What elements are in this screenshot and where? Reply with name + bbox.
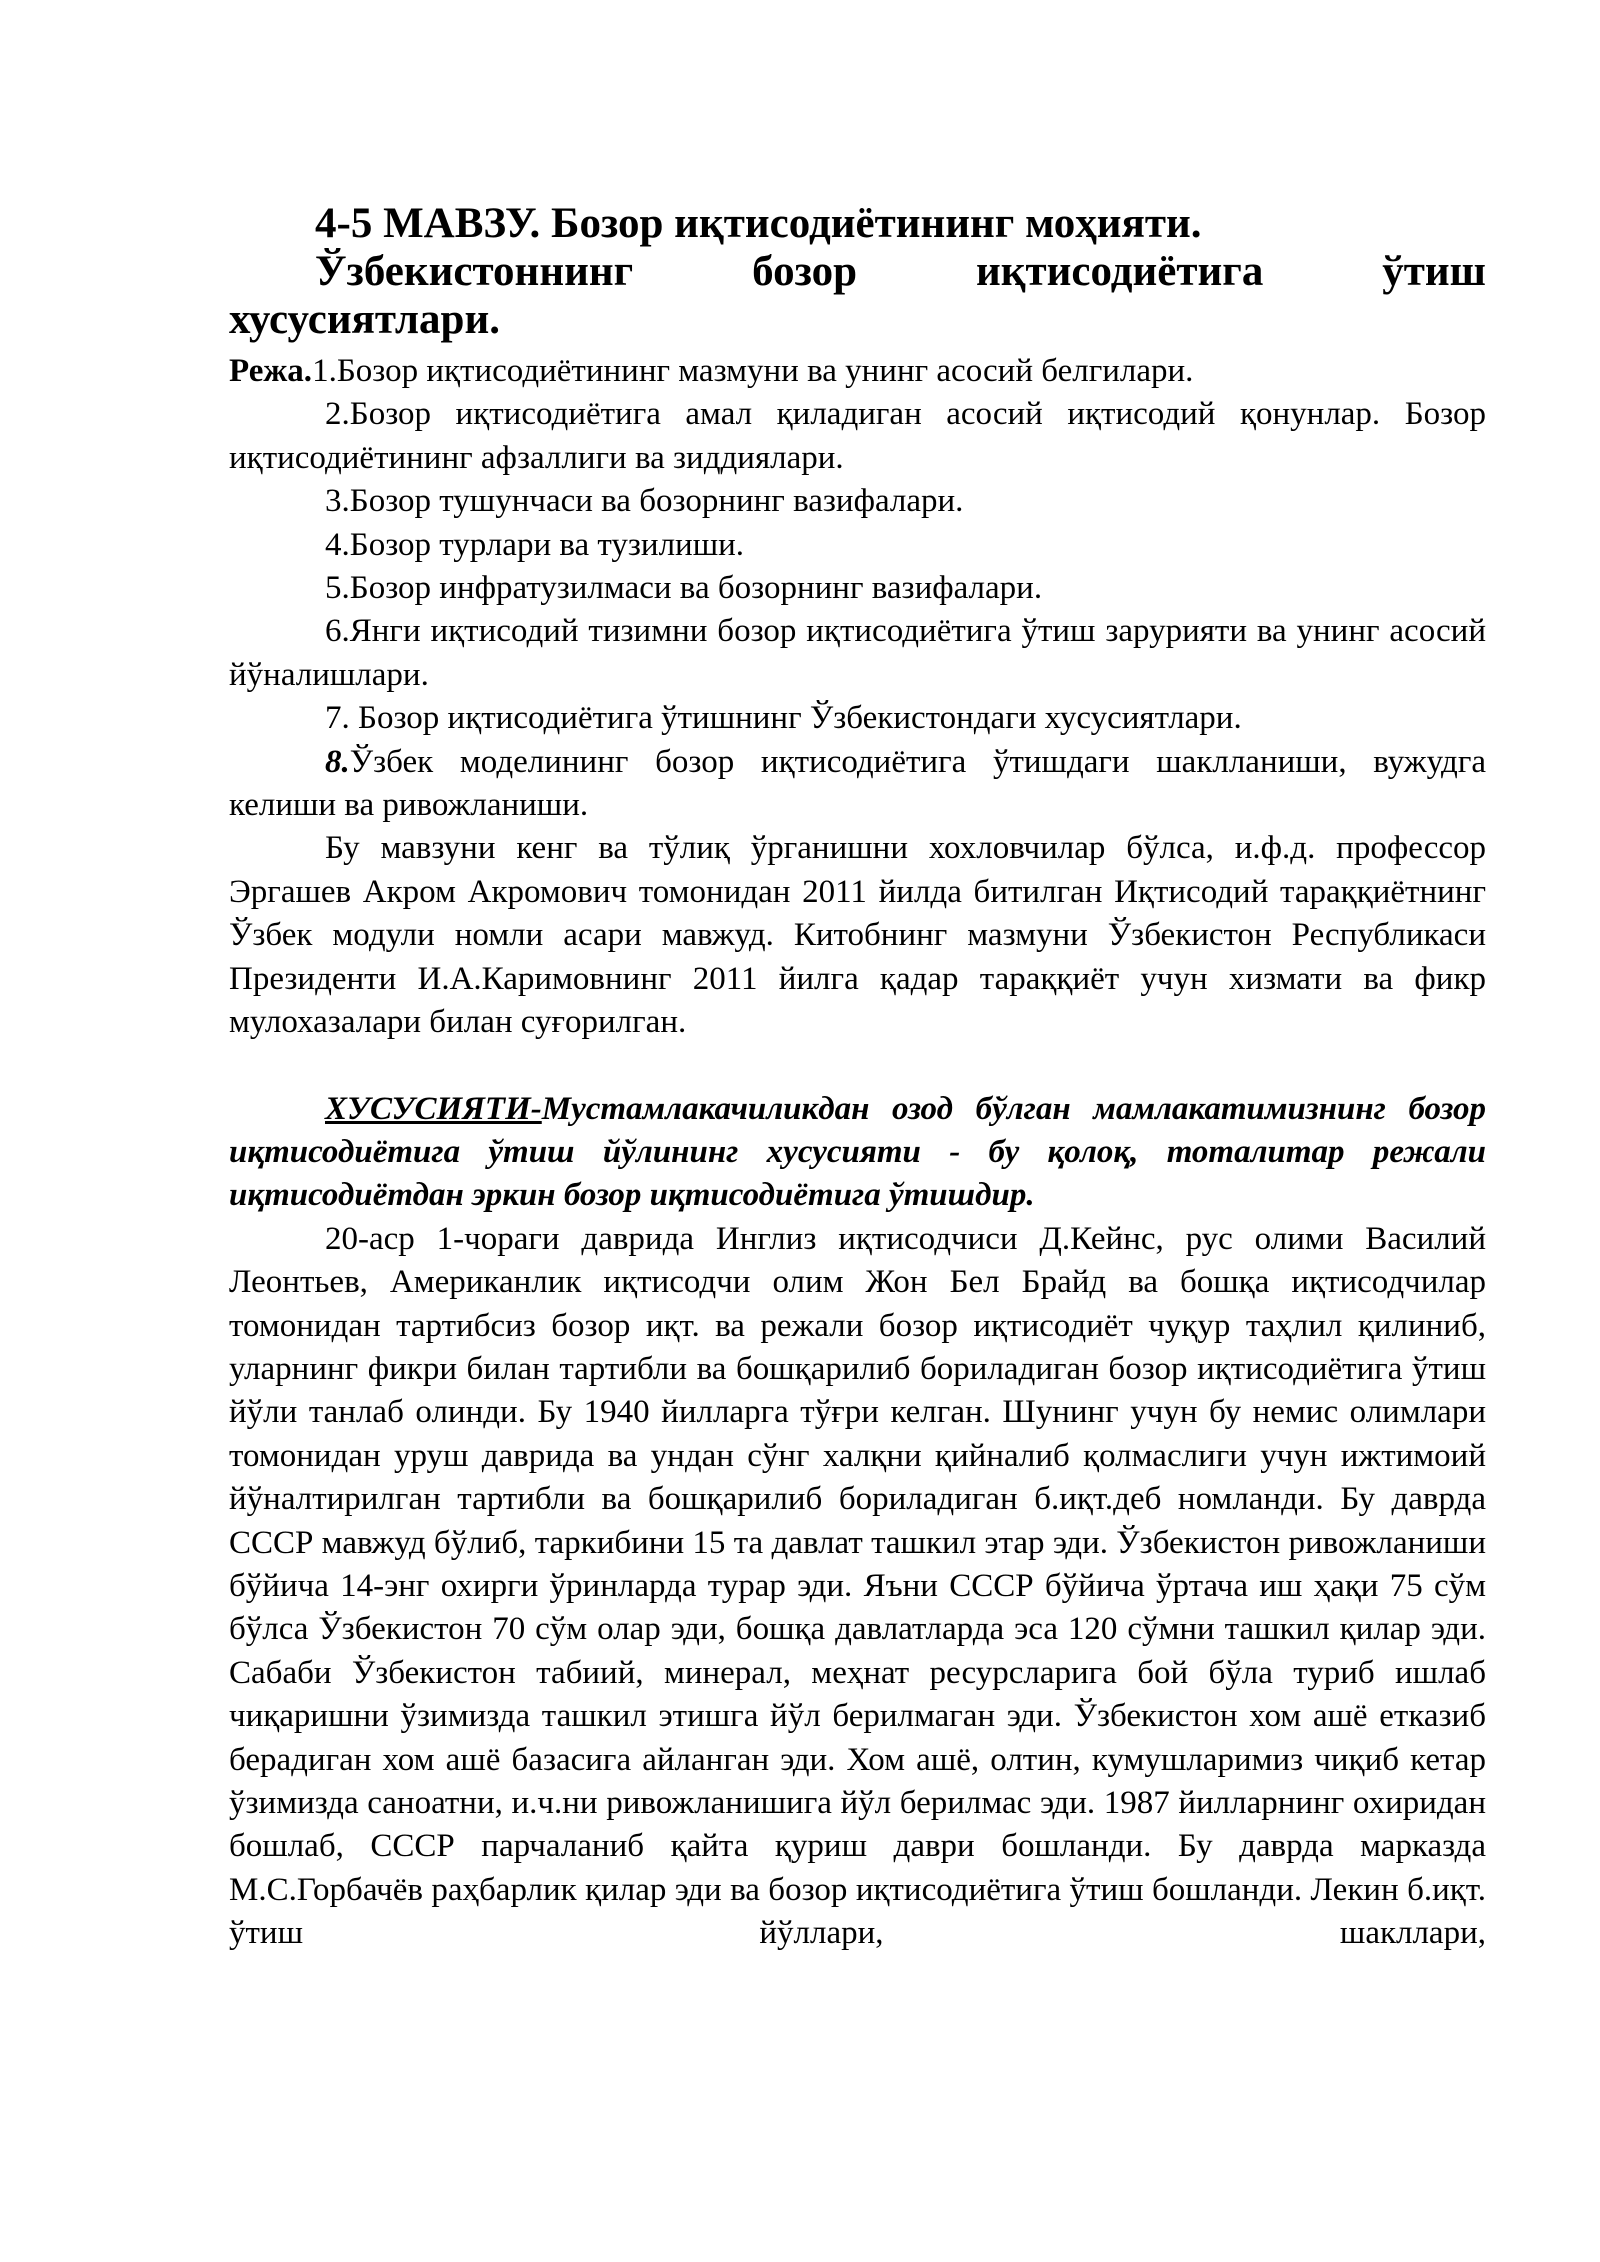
plan-label: Режа. bbox=[229, 353, 313, 389]
plan-item-2: 2.Бозор иқтисодиётига амал қиладиган асосий иқтисодий қонунлар. Бозор иқтисодиётининг афзаллиги ва зиддиялари. bbox=[229, 396, 1486, 476]
document-page bbox=[229, 200, 1486, 1956]
plan-item-8-text: Ўзбек моделининг бозор иқтисодиётига ўтишдаги шаклланиши, вужудга келиши ва ривожланиши. bbox=[229, 743, 1486, 824]
feature-text: Мустамлакачиликдан озод бўлган мамлакатимизнинг бозор иқтисодиётига ўтиш йўлининг хусусияти - бу қолоқ, тоталитар режали иқтисодиётдан эркин бозор иқтисодиётига ўтишдир. bbox=[229, 1090, 1486, 1214]
plan-item-1 bbox=[229, 350, 1486, 393]
feature-paragraph bbox=[229, 1088, 1486, 1218]
plan-item-3: 3.Бозор тушунчаси ва бозорнинг вазифалари. bbox=[325, 483, 964, 520]
plan-item-1-text: 1.Бозор иқтисодиётининг мазмуни ва унинг асосий белгилари. bbox=[312, 353, 1194, 389]
main-paragraph: 20-аср 1-чораги даврида Инглиз иқтисодчиси Д.Кейнс, рус олими Василий Леонтьев, Американлик иқтисодчи олим Жон Бел Брайд ва бошқа иқтисодчилар томонидан тартибсиз бозор иқт. ва режали бозор иқтисодиёт чуқур таҳлил қилиниб, уларнинг фикри билан тартибли ва бошқарилиб бориладиган бозор иқтисодиётига ўтиш йўли танлаб олинди. Бу 1940 йилларга тўғри келган. Шунинг учун бу немис олимлари томонидан уруш даврида ва ундан сўнг халқни қийналиб қолмаслиги учун ижтимоий йўналтирилган тартибли ва бошқарилиб бориладиган б.иқт.деб номланди. Бу даврда СССР мавжуд бўлиб, таркибини 15 та давлат ташкил этар эди. Ўзбекистон ривожланиши бўйича 14-энг охирги ўринларда турар эди. Яъни СССР бўйича ўртача иш ҳақи 75 сўм бўлса Ўзбекистон 70 сўм олар эди, бошқа давлатларда эса 120 сўмни ташкил қилар эди. Сабаби Ўзбекистон табиий, минерал, меҳнат ресурсларига бой бўла туриб ишлаб чиқаришни ўзимизда ташкил этишга йўл берилмаган эди. Ўзбекистон хом ашё етказиб берадиган хом ашё базасига айланган эди. Хом ашё, олтин, кумушларимиз чиқиб кетар ўзимизда саноатни, и.ч.ни ривожланишига йўл берилмас эди. 1987 йилларнинг охиридан бошлаб, СССР парчаланиб қайта қуриш даври бошланди. Бу даврда марказда М.С.Горбачёв раҳбарлик қилар эди ва бозор иқтисодиётига ўтиш бошланди. Лекин б.иқт. ўтиш йўллари, шакллари, bbox=[229, 1220, 1486, 1952]
plan-item-5: 5.Бозор инфратузилмаси ва бозорнинг вазифалари. bbox=[325, 570, 1043, 607]
plan-item-4: 4.Бозор турлари ва тузилиши. bbox=[325, 526, 745, 563]
document-body bbox=[229, 350, 1486, 1956]
document-title-line-1: 4-5 МАВЗУ. Бозор иқтисодиётининг моҳияти. bbox=[315, 200, 1202, 247]
document-title-line-2: Ўзбекистоннинг бозор иқтисодиётига ўтиш bbox=[315, 248, 1486, 295]
document-title-line-3: хусусиятлари. bbox=[229, 296, 500, 343]
intro-paragraph: Бу мавзуни кенг ва тўлиқ ўрганишни хохловчилар бўлса, и.ф.д. профессор Эргашев Акром Акромович томонидан 2011 йилда битилган Иқтисодий тараққиётнинг Ўзбек модули номли асари мавжуд. Китобнинг мазмуни Ўзбекистон Республикаси Президенти И.А.Каримовнинг 2011 йилга қадар тараққиёт учун хизмати ва фикр мулохазалари билан суғорилган. bbox=[229, 830, 1486, 1041]
paragraph-gap bbox=[229, 1045, 1486, 1088]
plan-item-8-number: 8. bbox=[325, 743, 350, 780]
plan-item-7: 7. Бозор иқтисодиётига ўтишнинг Ўзбекистондаги хусусиятлари. bbox=[325, 700, 1242, 737]
plan-item-6: 6.Янги иқтисодий тизимни бозор иқтисодиётига ўтиш зарурияти ва унинг асосий йўналишлари. bbox=[229, 613, 1486, 693]
plan-item-8 bbox=[229, 741, 1486, 828]
feature-label: ХУСУСИЯТИ- bbox=[325, 1090, 542, 1127]
